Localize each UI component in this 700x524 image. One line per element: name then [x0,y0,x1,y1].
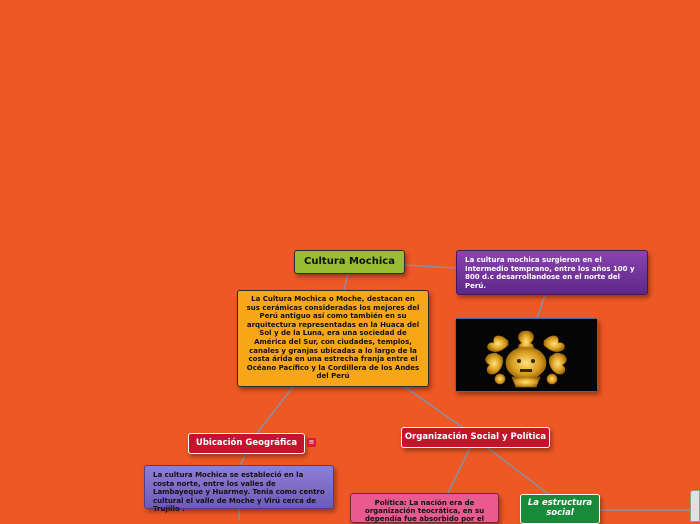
ubicacion-detail-text: La cultura Mochica se estableció en la costa norte, entre los valles de Lambayeque y Huarmey. Tenia como centro cultural el valle de Moche y Virú cerca de Trujillo . [153,471,325,514]
ubicacion-label: Ubicación Geográfica [195,438,298,448]
link-organizacion-estructura [488,448,548,494]
golden-headdress-image [456,319,597,391]
root-node[interactable] [294,250,405,274]
image-node[interactable] [455,318,598,392]
link-root-origin [405,265,456,268]
link-organizacion-politica [448,448,470,493]
ubicacion-node[interactable] [188,433,305,454]
politica-node[interactable] [350,493,499,523]
description-text: La Cultura Mochica o Moche, destacan en sus cerámicas consideradas los mejores del Perú antiguo así como también en su arquitectura representadas en la Huaca del Sol y de la Luna, era una sociedad de América del Sur, con ciudades, templos, canales y granjas ubicadas a lo largo de la costa árida en una estrecha franja entre el Océano Pacífico y la Cordillera de los Andes del Perú [246,295,420,381]
organizacion-label: Organización Social y Política [404,432,547,442]
estructura-node[interactable] [520,494,600,524]
link-description-ubicacion [257,387,293,433]
link-origin-image [537,295,545,318]
link-root-description [344,274,348,290]
origin-text: La cultura mochica surgieron en el Intermedio temprano, entre los años 100 y 800 d.c desarrollandose en el norte del Perú. [465,256,635,290]
note-icon[interactable]: ≡ [308,438,315,446]
root-label: Cultura Mochica [304,256,395,267]
link-ubicacion-detail [240,454,246,465]
politica-text: Política: La nación era de organización teocrática, en su dependía fue absorbido por el [364,499,485,523]
organizacion-node[interactable] [401,427,550,448]
link-description-organizacion [405,387,462,427]
estructura-label: La estructura social [527,498,593,518]
description-node[interactable] [237,290,429,387]
origin-node[interactable] [456,250,648,295]
offscreen-node-edge[interactable] [690,490,700,522]
ubicacion-detail-node[interactable] [144,465,334,514]
